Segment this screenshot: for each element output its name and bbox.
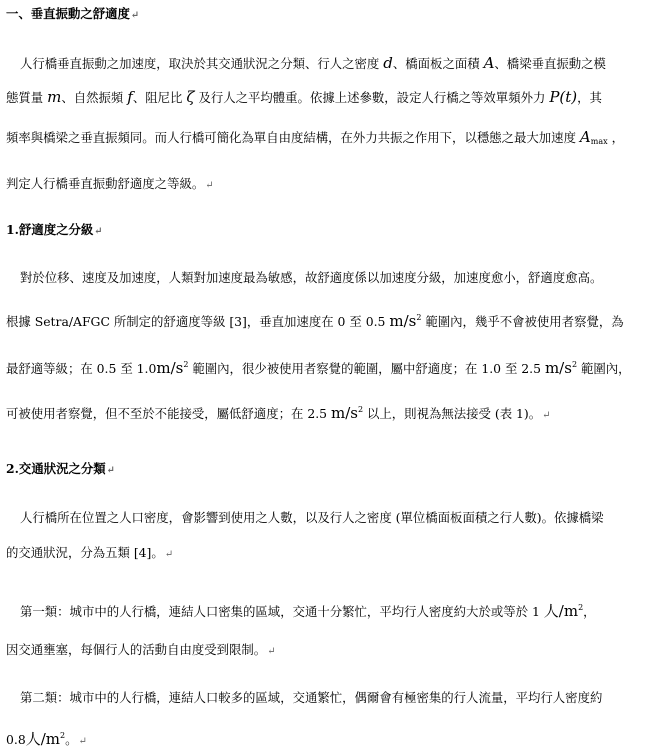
text-run: 根據 Setra/AFGC 所制定的舒適度等級 [3]，垂直加速度在 0 至 0.5 <box>6 314 386 329</box>
math-symbol: f <box>127 88 133 106</box>
subsection-heading <box>6 220 655 238</box>
text-run: ， <box>583 604 596 619</box>
unit-text: 人/m <box>25 730 60 748</box>
paragraph-line <box>6 312 655 330</box>
text-run: 人行橋所在位置之人口密度，會影響到使用之人數，以及行人之密度 (單位橋面板面積之行人數)。依據橋梁 <box>20 510 604 525</box>
paragraph-mark: ↵ <box>78 736 87 747</box>
paragraph-line <box>6 88 655 106</box>
unit-text: m/s <box>330 404 358 422</box>
paragraph-line <box>20 600 655 621</box>
paragraph-line <box>6 404 655 422</box>
math-subscript: max <box>590 137 608 146</box>
unit-text: m/s <box>544 359 572 377</box>
paragraph-line <box>6 728 655 749</box>
math-symbol: A <box>579 128 591 146</box>
paragraph-line <box>6 174 655 192</box>
text-run: 。 <box>65 732 78 747</box>
unit-text: m/s <box>389 312 417 330</box>
paragraph-mark: ↵ <box>94 226 103 237</box>
paragraph-line <box>20 688 655 706</box>
math-symbol: m <box>47 88 62 106</box>
text-run: 可被使用者察覺，但不至於不能接受，屬低舒適度；在 2.5 <box>6 406 328 421</box>
math-symbol: ζ <box>186 88 195 106</box>
paragraph-line <box>20 508 655 526</box>
text-run: 頻率與橋梁之垂直振頻同。而人行橋可簡化為單自由度結構，在外力共振之作用下，以穩態之最大加速度 <box>6 130 576 145</box>
text-run: 、阻尼比 <box>132 90 183 105</box>
unit-text: 人/m <box>543 602 579 620</box>
text-run: 第一類：城市中的人行橋，連結人口密集的區域，交通十分繁忙，平均行人密度約大於或等於 1 <box>20 604 540 619</box>
text-run: 人行橋垂直振動之加速度，取決於其交通狀況之分類、行人之密度 <box>20 56 380 71</box>
superscript: 2 <box>416 313 422 322</box>
text-run: 、橋梁垂直振動之模 <box>494 56 606 71</box>
text-run: 及行人之平均體重。依據上述參數，設定人行橋之等效單頻外力 <box>198 90 546 105</box>
text-run: 因交通壅塞，每個行人的活動自由度受到限制。 <box>6 642 267 657</box>
text-run: 對於位移、速度及加速度，人類對加速度最為敏感，故舒適度係以加速度分級，加速度愈小，舒適度愈高。 <box>20 270 603 285</box>
superscript: 2 <box>357 405 364 414</box>
text-run: 0.8 <box>6 732 26 747</box>
text-run: 態質量 <box>6 90 44 105</box>
text-run: 最舒適等級；在 0.5 至 1.0 <box>6 361 157 376</box>
text-run: 、橋面板之面積 <box>392 56 480 71</box>
paragraph-mark: ↵ <box>205 180 214 191</box>
heading-text: 1.舒適度之分級 <box>6 222 94 237</box>
paragraph-mark: ↵ <box>267 646 276 657</box>
paragraph-line <box>6 359 655 377</box>
paragraph-line <box>20 54 655 72</box>
text-run: 、自然振頻 <box>61 90 124 105</box>
text-run: 第二類：城市中的人行橋，連結人口較多的區域，交通繁忙，偶爾會有極密集的行人流量，平均行人密度約 <box>20 690 603 705</box>
superscript: 2 <box>578 603 584 612</box>
heading-text: 2.交通狀況之分類 <box>6 461 106 476</box>
superscript: 2 <box>183 360 189 369</box>
text-run: 範圍內，幾乎不會被使用者察覺，為 <box>425 314 624 329</box>
superscript: 2 <box>60 731 66 740</box>
text-run: ， <box>611 130 624 145</box>
text-run: ，其 <box>577 90 602 105</box>
paragraph-line <box>6 640 655 658</box>
paragraph-mark: ↵ <box>106 465 116 476</box>
paragraph-mark: ↵ <box>542 410 551 421</box>
text-run: 判定人行橋垂直振動舒適度之等級。 <box>6 176 205 191</box>
math-symbol: A <box>483 54 495 72</box>
section-heading <box>6 4 655 22</box>
paragraph-mark: ↵ <box>164 549 174 560</box>
text-run: 以上，則視為無法接受 (表 1)。 <box>367 406 542 421</box>
unit-text: m/s <box>156 359 184 377</box>
math-symbol: P(t) <box>549 88 578 106</box>
superscript: 2 <box>571 360 578 369</box>
text-run: 的交通狀況，分為五類 [4]。 <box>6 545 164 560</box>
paragraph-line <box>20 268 655 286</box>
paragraph-line <box>6 128 655 146</box>
paragraph-mark: ↵ <box>130 10 140 21</box>
text-run: 範圍內，很少被使用者察覺的範圍，屬中舒適度；在 1.0 至 2.5 <box>192 361 541 376</box>
math-symbol: d <box>383 54 393 72</box>
heading-text: 一、垂直振動之舒適度 <box>6 6 130 21</box>
subsection-heading <box>6 459 655 477</box>
paragraph-line <box>6 543 655 561</box>
text-run: 範圍內， <box>580 361 631 376</box>
